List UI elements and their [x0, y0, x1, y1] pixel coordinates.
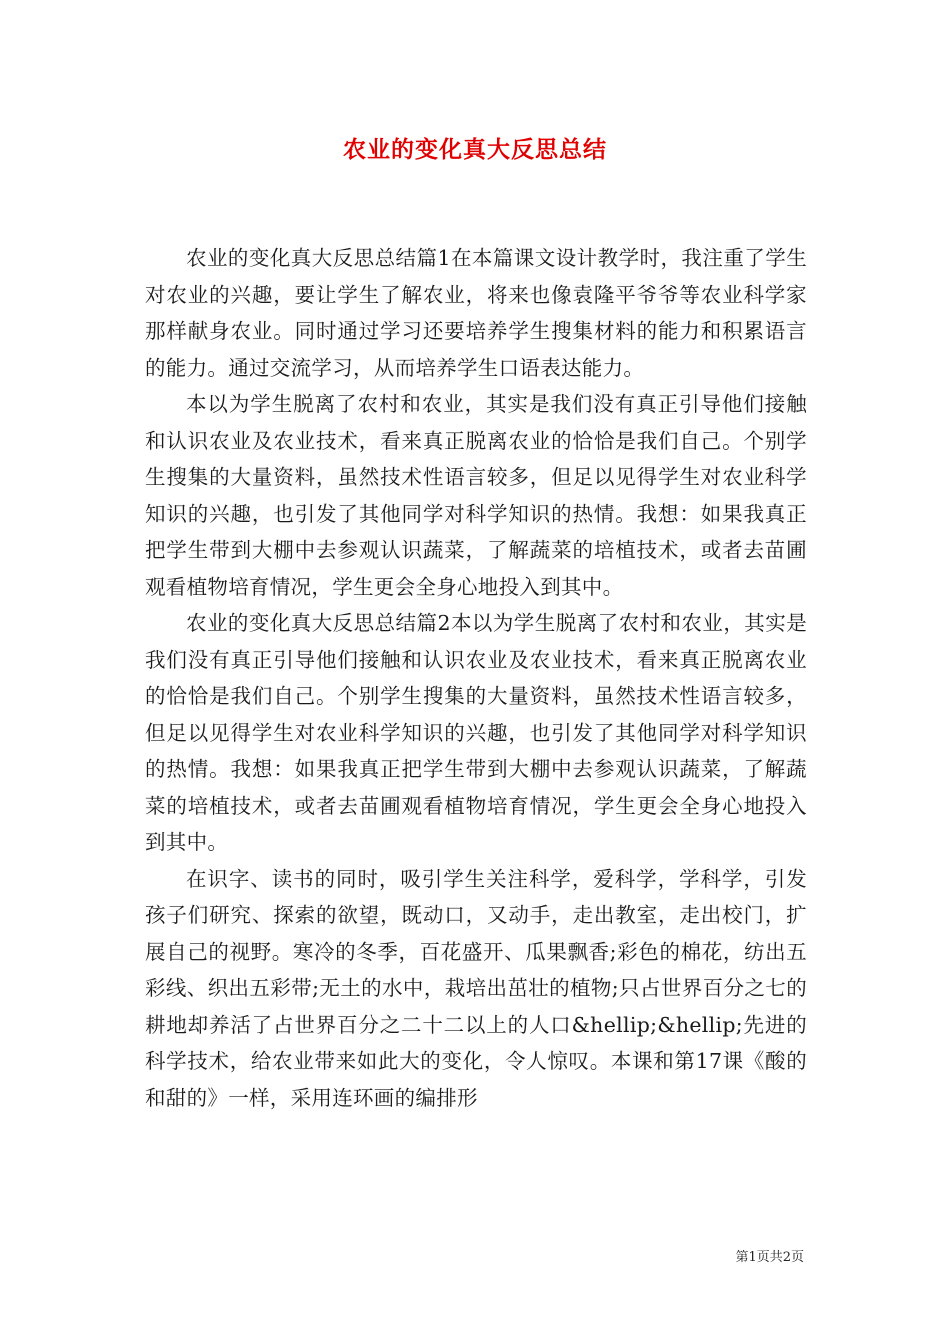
document-body — [145, 240, 807, 1116]
page-number: 第1页共2页 — [735, 1250, 804, 1265]
paragraph-4: 在识字、读书的同时，吸引学生关注科学，爱科学，学科学，引发孩子们研究、探索的欲望，既动口，又动手，走出教室，走出校门，扩展自己的视野。寒冷的冬季，百花盛开、瓜果飘香;彩色的棉花，纺出五彩线、织出五彩带;无土的水中，栽培出茁壮的植物;只占世界百分之七的耕地却养活了占世界百分之二十二以上的人口&hellip;&hellip;先进的科学技术，给农业带来如此大的变化，令人惊叹。本课和第17课《酸的和甜的》一样，采用连环画的编排形 — [145, 866, 807, 1110]
paragraph-1: 农业的变化真大反思总结篇1在本篇课文设计教学时，我注重了学生对农业的兴趣，要让学生了解农业，将来也像袁隆平爷爷等农业科学家那样献身农业。同时通过学习还要培养学生搜集材料的能力和积累语言的能力。通过交流学习，从而培养学生口语表达能力。 — [145, 246, 807, 380]
document-title: 农业的变化真大反思总结 — [343, 137, 607, 163]
paragraph-2: 本以为学生脱离了农村和农业，其实是我们没有真正引导他们接触和认识农业及农业技术，看来真正脱离农业的恰恰是我们自己。个别学生搜集的大量资料，虽然技术性语言较多，但足以见得学生对农业科学知识的兴趣，也引发了其他同学对科学知识的热情。我想：如果我真正把学生带到大棚中去参观认识蔬菜，了解蔬菜的培植技术，或者去苗圃观看植物培育情况，学生更会全身心地投入到其中。 — [145, 392, 807, 599]
paragraph-3: 农业的变化真大反思总结篇2本以为学生脱离了农村和农业，其实是我们没有真正引导他们接触和认识农业及农业技术，看来真正脱离农业的恰恰是我们自己。个别学生搜集的大量资料，虽然技术性语言较多，但足以见得学生对农业科学知识的兴趣，也引发了其他同学对科学知识的热情。我想：如果我真正把学生带到大棚中去参观认识蔬菜，了解蔬菜的培植技术，或者去苗圃观看植物培育情况，学生更会全身心地投入到其中。 — [145, 611, 807, 854]
